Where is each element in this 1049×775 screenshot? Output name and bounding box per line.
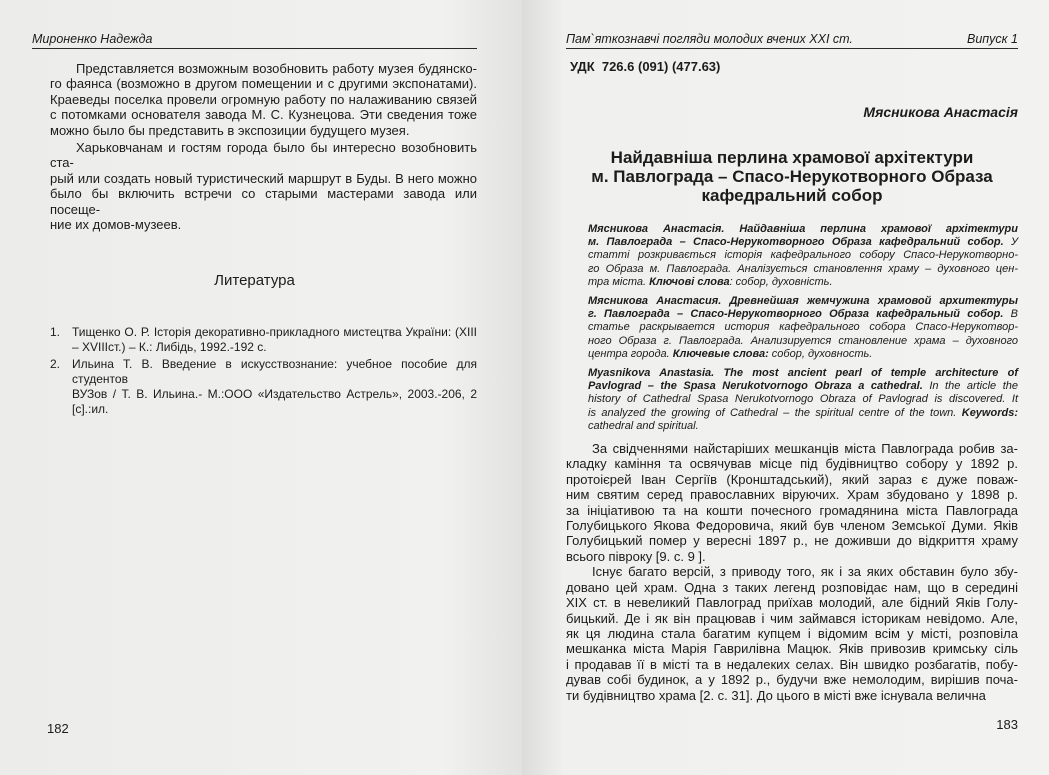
issue-label: Випуск 1: [967, 32, 1018, 46]
text-line: XIX ст. в невеликий Павлоград приїхав молодий, але бідний Яків Голу-: [566, 595, 1018, 611]
reference-number: 2.: [50, 357, 61, 372]
right-page: [522, 0, 1049, 775]
paragraph: [588, 295, 1018, 361]
title-line: Найдавніша перлина храмової архітектури: [610, 148, 974, 167]
text-line: го фаянса (возможно в другом помещении и с другими экспонатами).: [50, 76, 477, 92]
text-line: Myasnikova Anastasia. The most ancient pearl of temple architecture of: [588, 367, 1018, 380]
text-line: м. Павлограда – Спасо-Нерукотворного Образа кафедральний собор. У: [588, 236, 1018, 249]
text-line: всього півроку [9. с. 9 ].: [566, 548, 706, 564]
paragraph: [50, 61, 477, 138]
text-line: Харьковчанам и гостям города было бы интересно возобновить ста-: [50, 140, 477, 171]
text-line: статье раскрывается история кафедрального собора Спасо-Нерукотвор-: [588, 321, 1018, 334]
paragraph: [566, 564, 1018, 703]
reference-item: [50, 357, 477, 417]
text-line: дував собі будинок, а у 1892 р., будучи вже немолодим, вирішив поча-: [566, 672, 1018, 688]
author-name: Мясникова Анастасія: [863, 104, 1018, 120]
paragraph: [566, 441, 1018, 564]
text-line: – XVIIIст.) – К.: Либідь, 1992.-192 с.: [72, 340, 267, 355]
body-text: [50, 61, 477, 232]
text-line: было бы включить встречи со старыми мастерами завода или посеще-: [50, 186, 477, 217]
reference-number: 1.: [50, 325, 61, 340]
text-line: кладку каміння та освячував місце під будівництво собору у 1892 р.: [566, 456, 1018, 472]
page-number: 183: [996, 716, 1018, 732]
references-list: [50, 325, 477, 417]
text-line: Голубицького Якова Федоровича, який був членом Земської Думи. Яків: [566, 518, 1018, 534]
title-line: кафедральний собор: [701, 186, 883, 205]
paragraph: [50, 140, 477, 232]
text-line: ти будівництво храма [2. с. 31]. До цього в місті вже існувала велична: [566, 687, 986, 703]
text-line: Тищенко О. Р. Історія декоративно-прикладного мистецтва України: (XIII: [72, 325, 477, 340]
text-line: центра города. Ключевые слова: собор, духовность.: [588, 347, 873, 360]
text-line: рый или создать новый туристический маршрут в Буды. В него можно: [50, 170, 477, 186]
text-line: Представляется возможным возобновить работу музея будянско-: [76, 61, 477, 76]
text-line: history of Cathedral Spasa Nerukotvornogo Obraza of Pavlograd is discovered. It: [588, 393, 1018, 406]
text-line: ВУЗов / Т. В. Ильина.- М.:ООО «Издательство Астрель», 2003.-206, 2 [c].:ил.: [72, 387, 477, 417]
text-line: ним святим серед православних віруючих. Храм збудовано у 1898 р.: [566, 487, 1018, 503]
text-line: Краеведы поселка провели огромную работу по налаживанию связей: [50, 91, 477, 107]
text-line: Існує багато версій, з приводу того, як і за яких обставин було збу-: [592, 564, 1018, 580]
text-line: Голубицький помер у вересні 1897 р., не доживши до відкриття храму: [566, 533, 1018, 549]
text-line: Ильина Т. В. Введение в искусствознание: учебное пособие для студентов: [72, 357, 477, 387]
text-line: ного Образа г. Павлограда. Анализируется становление храма – духовного: [588, 334, 1018, 347]
running-header: Пам`яткознавчі погляди молодих вчених XXI ст.: [566, 32, 853, 46]
text-line: ние их домов-музеев.: [50, 217, 182, 233]
running-header: Мироненко Надежда: [32, 32, 153, 46]
text-line: г. Павлограда – Спасо-Нерукотворного Образа кафедральный собор. В: [588, 308, 1018, 321]
text-line: is analyzed the growing of Cathedral – the spiritual centre of the town. Keywords:: [588, 406, 1018, 419]
udk-code: УДК 726.6 (091) (477.63): [570, 59, 721, 74]
references-heading: Литература: [214, 272, 295, 290]
paragraph: [588, 223, 1018, 289]
abstracts: [588, 223, 1018, 433]
reference-item: [50, 325, 477, 355]
text-line: довано цей храм. Одна з таких легенд розповідає нам, що в середині: [566, 579, 1018, 595]
text-line: протоієрей Іван Сергіїв (Кронштадський), який зараз є дуже поваж-: [566, 471, 1018, 487]
text-line: можно было бы представить в экспозиции будущего музея.: [50, 122, 410, 138]
text-line: статті розкривається історія кафедрального собору Спасо-Нерукотворно-: [588, 249, 1018, 262]
text-line: За свідченнями найстаріших мешканців міста Павлограда робив за-: [592, 441, 1018, 457]
text-line: Pavlograd – the Spasa Nerukotvornogo Obraza a cathedral. In the article the: [588, 380, 1018, 393]
header-row: [32, 30, 477, 49]
body-text: [566, 441, 1018, 703]
title-line: м. Павлограда – Спасо-Нерукотворного Образа: [591, 167, 993, 186]
text-line: бицький. Де і як він працював і чим займався історикам невідомо. Але,: [566, 610, 1018, 626]
article-title: [566, 148, 1018, 205]
text-line: cathedral and spiritual.: [588, 419, 699, 432]
left-page: [0, 0, 522, 775]
header-row: [566, 30, 1018, 49]
text-line: як ця людина стала багатим купцем і відомим всім у місті, розповіла: [566, 625, 1018, 641]
text-line: тра міста. Ключові слова: собор, духовність.: [588, 275, 833, 288]
paragraph: [72, 357, 477, 417]
text-line: с потомками основателя завода М. С. Кузнецова. Эти сведения тоже: [50, 107, 477, 123]
text-line: і продавав її в місті та в недалеких селах. Він швидко розбагатів, побу-: [566, 656, 1018, 672]
text-line: го Образа м. Павлограда. Аналізується становлення храму – духовного цен-: [588, 262, 1018, 275]
page-number: 182: [47, 721, 69, 736]
text-line: Мясникова Анастасия. Древнейшая жемчужина храмовой архитектуры: [588, 295, 1018, 308]
text-line: Мясникова Анастасія. Найдавніша перлина храмової архітектури: [588, 223, 1018, 235]
text-line: мешканка міста Марія Гаврилівна Мацюк. Яків привозив кримську сіль: [566, 641, 1018, 657]
left-page-content: [32, 30, 477, 419]
right-page-content: [566, 30, 1018, 732]
paragraph: [72, 325, 477, 355]
text-line: за ініціативою та на кошти почесного громадянина міста Павлограда: [566, 502, 1018, 518]
paragraph: [588, 367, 1018, 433]
